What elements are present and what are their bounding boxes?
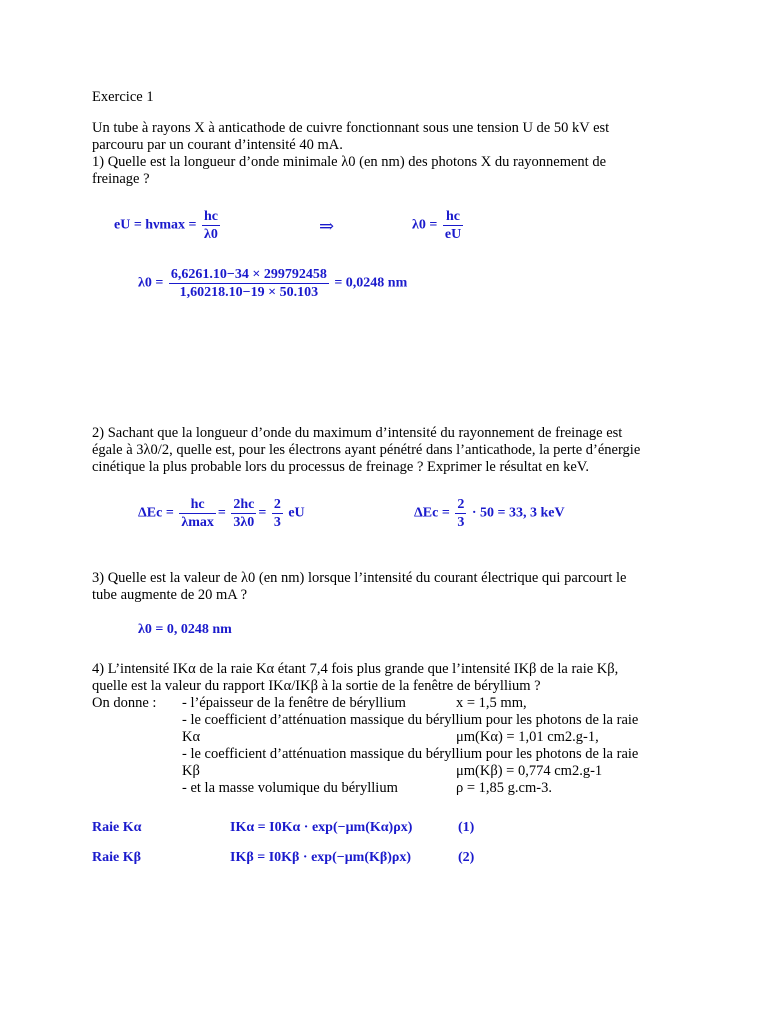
equation-result: · 50 = 33, 3 keV bbox=[471, 505, 565, 521]
equation-lambda0 bbox=[412, 208, 465, 243]
given-coef-alpha: - le coefficient d’atténuation massique du béryllium pour les photons de la raie bbox=[182, 712, 639, 728]
given-label: On donne : bbox=[92, 695, 157, 711]
fraction-numerator: 6,6261.10−34 × 299792458 bbox=[170, 267, 327, 282]
fraction-3 bbox=[272, 496, 283, 531]
fraction-numerator: 2hc bbox=[233, 497, 255, 512]
equation-tail: eU bbox=[288, 505, 305, 521]
equation-lambda0-lhs: λ0 = bbox=[412, 217, 438, 233]
fraction-denominator: 3 bbox=[273, 515, 281, 530]
fraction-denominator: eU bbox=[444, 227, 462, 242]
fraction-1 bbox=[179, 496, 216, 531]
equation-lhs: ΔEc = bbox=[138, 505, 174, 521]
intro-line-1: Un tube à rayons X à anticathode de cuivre fonctionnant sous une tension U de 50 kV est bbox=[92, 120, 610, 136]
equation-number-2: (2) bbox=[458, 850, 475, 865]
intro-paragraph bbox=[92, 120, 678, 154]
implies-arrow: ⇒ bbox=[319, 216, 335, 236]
fraction-denominator: 3λ0 bbox=[233, 515, 255, 530]
question-3 bbox=[92, 570, 678, 604]
fraction bbox=[455, 496, 466, 531]
fraction-denominator: λmax bbox=[181, 515, 214, 530]
question-3-line-2: tube augmente de 20 mA ? bbox=[92, 587, 248, 603]
raie-k-beta-formula: IKβ = I0Kβ · exp(−μm(Kβ)ρx) bbox=[230, 850, 412, 865]
equation-lhs: λ0 = bbox=[138, 275, 164, 291]
equation-fraction bbox=[169, 266, 329, 301]
equation-number-1: (1) bbox=[458, 820, 475, 835]
equation-lambda0-result: λ0 = 0, 0248 nm bbox=[138, 622, 232, 637]
intro-line-2: parcouru par un courant d’intensité 40 mA. bbox=[92, 137, 343, 153]
fraction-numerator: hc bbox=[179, 496, 216, 514]
fraction-numerator: hc bbox=[443, 208, 463, 226]
given-density-value: ρ = 1,85 g.cm-3. bbox=[456, 780, 552, 796]
given-thickness-value: x = 1,5 mm, bbox=[456, 695, 527, 711]
given-coef-beta-value: μm(Kβ) = 0,774 cm2.g-1 bbox=[456, 763, 603, 779]
question-2 bbox=[92, 425, 678, 476]
given-coef-alpha-value: μm(Kα) = 1,01 cm2.g-1, bbox=[456, 729, 599, 745]
exercise-title: Exercice 1 bbox=[92, 89, 154, 105]
equation-eU-lhs: eU = hνmax = bbox=[114, 217, 197, 233]
question-2-line-1: 2) Sachant que la longueur d’onde du maximum d’intensité du rayonnement de freinage est bbox=[92, 425, 623, 441]
fraction-denominator: 3 bbox=[457, 515, 465, 530]
fraction-numerator: 2 bbox=[273, 497, 281, 512]
question-4-line-1: 4) L’intensité IKα de la raie Kα étant 7,4 fois plus grande que l’intensité IKβ de la raie Kβ, bbox=[92, 661, 619, 677]
raie-k-alpha-label: Raie Kα bbox=[92, 820, 142, 835]
question-1-line-1: 1) Quelle est la longueur d’onde minimale λ0 (en nm) des photons X du rayonnement de bbox=[92, 154, 606, 170]
fraction-numerator: 2 bbox=[457, 497, 465, 512]
equation-delta-Ec: ΔEc = $\frac{hc}{\lambda\max}$ = $\frac{2hc}{3\lambda 0}$ = $\frac{2}{3}$ eU bbox=[138, 497, 305, 530]
raie-k-alpha-formula: IKα = I0Kα · exp(−μm(Kα)ρx) bbox=[230, 820, 413, 835]
equation-eU bbox=[114, 208, 222, 243]
equation-lambda0-fraction bbox=[443, 208, 463, 243]
equation-delta-Ec-numeric bbox=[414, 496, 565, 531]
given-thickness: - l’épaisseur de la fenêtre de béryllium bbox=[182, 695, 406, 711]
fraction-denominator: λ0 bbox=[204, 227, 218, 242]
question-1 bbox=[92, 154, 678, 188]
question-1-line-2: freinage ? bbox=[92, 171, 150, 187]
raie-k-beta-label: Raie Kβ bbox=[92, 850, 141, 865]
given-coef-beta-k: Kβ bbox=[182, 763, 200, 779]
question-4-line-2: quelle est la valeur du rapport IKα/IKβ à la sortie de la fenêtre de béryllium ? bbox=[92, 678, 541, 694]
equation-result: = 0,0248 nm bbox=[334, 275, 408, 291]
question-2-line-2: égale à 3λ0/2, quelle est, pour les électrons ayant pénétré dans l’anticathode, la perte d’énergie bbox=[92, 442, 641, 458]
fraction-2 bbox=[231, 496, 256, 531]
fraction-denominator: 1,60218.10−19 × 50.103 bbox=[179, 285, 319, 300]
given-coef-alpha-k: Kα bbox=[182, 729, 201, 745]
question-3-line-1: 3) Quelle est la valeur de λ0 (en nm) lorsque l’intensité du courant électrique qui parcourt le bbox=[92, 570, 627, 586]
fraction-numerator: hc bbox=[203, 209, 218, 224]
question-2-line-3: cinétique la plus probable lors du processus de freinage ? Exprimer le résultat en keV. bbox=[92, 459, 590, 475]
equation-lambda0-numeric bbox=[138, 266, 407, 301]
given-coef-beta: - le coefficient d’atténuation massique du béryllium pour les photons de la raie bbox=[182, 746, 639, 762]
equation-lhs: ΔEc = bbox=[414, 505, 450, 521]
question-4 bbox=[92, 661, 678, 695]
equation-eU-fraction bbox=[202, 208, 220, 243]
given-density: - et la masse volumique du béryllium bbox=[182, 780, 398, 796]
